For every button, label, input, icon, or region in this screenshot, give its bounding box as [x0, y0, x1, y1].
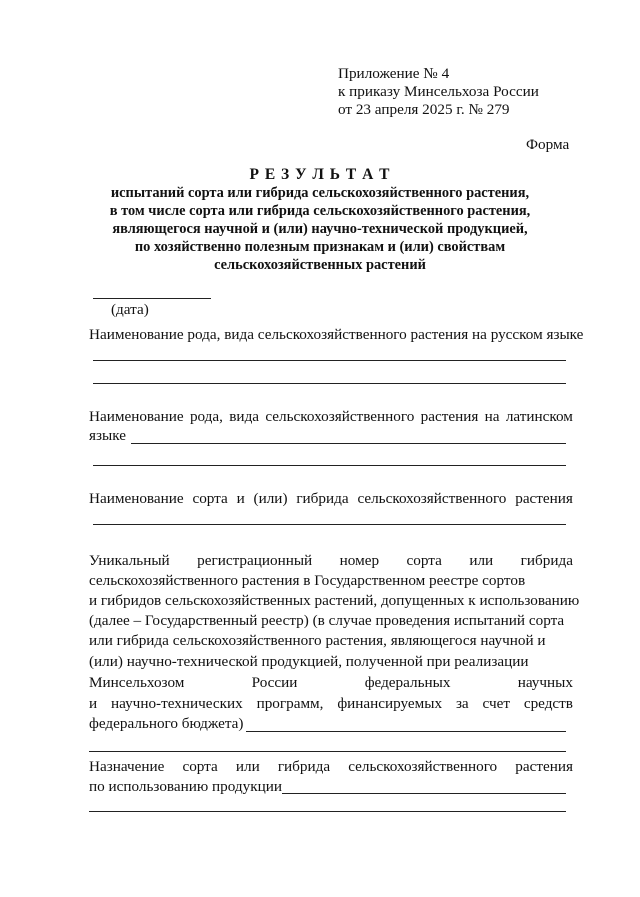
- result-subtitle-line-1: испытаний сорта или гибрида сельскохозяйственного растения,: [110, 185, 530, 201]
- regnum-line-1: [246, 731, 566, 732]
- genus-ru-label: Наименование рода, вида сельскохозяйственного растения на русском языке: [89, 326, 584, 343]
- regnum-label-line-7: Минсельхозом России федеральных научных: [89, 674, 573, 691]
- appendix-line-1: Приложение № 4: [338, 65, 450, 82]
- variety-line-1: [93, 524, 566, 525]
- purpose-label-line-2: по использованию продукции: [89, 778, 282, 795]
- appendix-line-2: к приказу Минсельхоза России: [338, 83, 539, 100]
- regnum-label-line-1: Уникальный регистрационный номер сорта или гибрида: [89, 552, 573, 569]
- regnum-label-line-2: сельскохозяйственного растения в Государственном реестре сортов: [89, 572, 526, 589]
- purpose-line-2: [89, 811, 566, 812]
- genus-ru-line-2: [93, 383, 566, 384]
- genus-lat-line-2: [93, 465, 566, 466]
- genus-lat-line-1: [131, 443, 566, 444]
- form-label: Форма: [526, 136, 570, 153]
- result-subtitle-line-5: сельскохозяйственных растений: [214, 257, 426, 273]
- result-title: Р Е З У Л Ь Т А Т: [249, 166, 391, 183]
- regnum-label-line-6: (или) научно-технической продукцией, полученной при реализации: [89, 653, 529, 670]
- genus-lat-label: Наименование рода, вида сельскохозяйственного растения на латинском: [89, 408, 573, 425]
- date-blank-line: [93, 298, 211, 299]
- variety-label: Наименование сорта и (или) гибрида сельскохозяйственного растения: [89, 490, 573, 507]
- regnum-label-line-9: федерального бюджета): [89, 715, 244, 732]
- result-subtitle-line-3: являющегося научной и (или) научно-технической продукцией,: [112, 221, 528, 237]
- regnum-label-line-4: (далее – Государственный реестр) (в случае проведения испытаний сорта: [89, 612, 565, 629]
- date-caption: (дата): [111, 301, 149, 318]
- genus-lat-label-tail: языке: [89, 427, 126, 444]
- regnum-line-2: [89, 751, 566, 752]
- regnum-label-line-5: или гибрида сельскохозяйственного растения, являющегося научной и: [89, 632, 546, 649]
- regnum-label-line-8: и научно-технических программ, финансируемых за счет средств: [89, 695, 573, 712]
- purpose-label-line-1: Назначение сорта или гибрида сельскохозяйственного растения: [89, 758, 573, 775]
- result-subtitle-line-2: в том числе сорта или гибрида сельскохозяйственного растения,: [109, 203, 531, 219]
- genus-ru-line-1: [93, 360, 566, 361]
- result-subtitle-line-4: по хозяйственно полезным признакам и (или) свойствам: [134, 239, 506, 255]
- appendix-line-3: от 23 апреля 2025 г. № 279: [338, 101, 510, 118]
- purpose-line-1: [282, 793, 566, 794]
- regnum-label-line-3: и гибридов сельскохозяйственных растений, допущенных к использованию: [89, 592, 580, 609]
